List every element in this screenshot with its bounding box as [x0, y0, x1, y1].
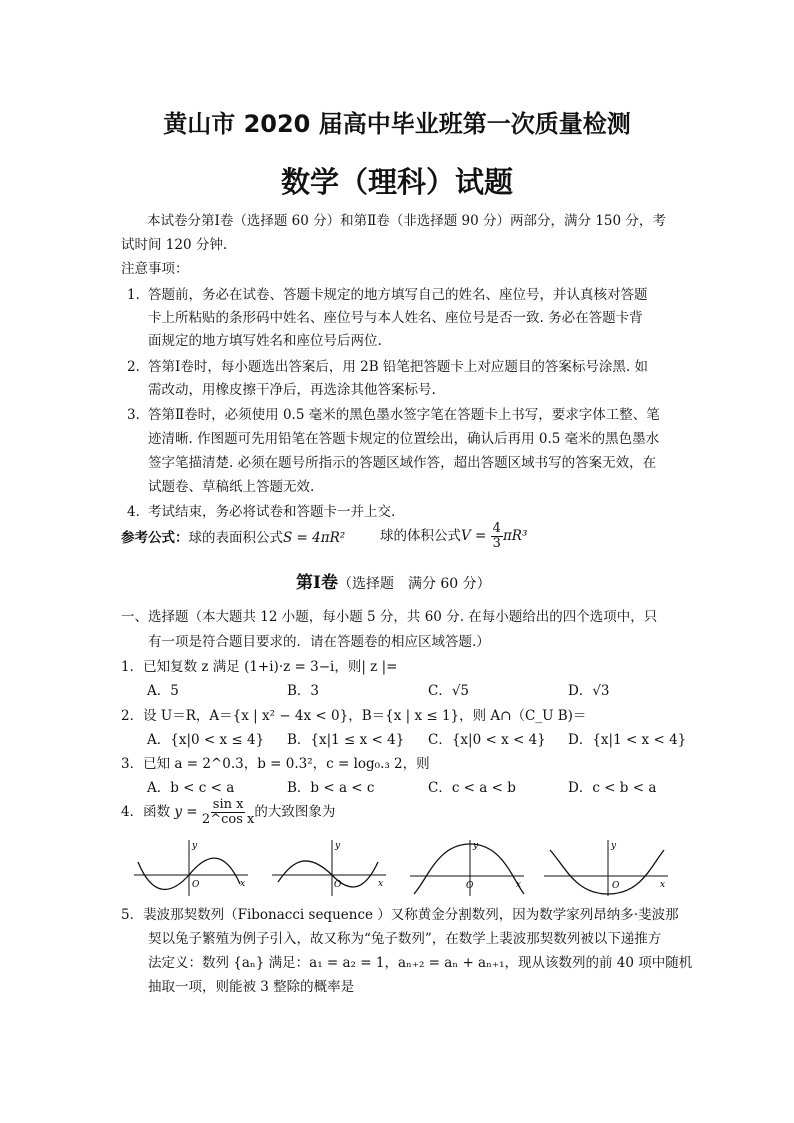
sphere-volume-lhs: V =: [461, 528, 487, 544]
sphere-area-formula: S = 4πR²: [283, 530, 346, 546]
fraction-numerator: 4: [492, 521, 501, 536]
note-3-line-3: 签字笔描清楚. 必须在题号所指示的答题区域作答，超出答题区域书写的答案无效，在: [148, 455, 657, 471]
fraction-denominator: 3: [492, 536, 501, 551]
graph-c-axis-x: x: [516, 880, 522, 890]
formula-row: [121, 527, 345, 549]
question-4-stem: [121, 798, 335, 827]
graph-a-axis-x: x: [240, 879, 246, 889]
graph-b-axis-y: y: [335, 841, 341, 851]
graph-a-origin: O: [192, 880, 200, 890]
exam-title: 黄山市 2020 届高中毕业班第一次质量检测: [163, 110, 631, 138]
graph-option-d: [542, 838, 672, 898]
question-4-prefix: 4．函数: [121, 804, 171, 820]
note-1-line-2: 卡上所粘贴的条形码中姓名、座位号与本人姓名、座位号是否一致. 务必在答题卡背: [148, 310, 643, 326]
question-3-option-d: D．c < b < a: [568, 780, 657, 796]
question-3-stem: 3．已知 a = 2^0.3，b = 0.3²，c = log₀.₃ 2，则: [121, 756, 430, 772]
note-1-number: 1．: [127, 287, 150, 303]
question-2-option-b: B．{x|1 ≤ x < 4}: [287, 732, 405, 748]
note-4-line-1: 考试结束，务必将试卷和答题卡一并上交.: [148, 504, 396, 520]
part-heading-line-2: 有一项是符合题目要求的．请在答题卷的相应区域答题.）: [148, 634, 490, 650]
part-heading-line-1: 一、选择题（本大题共 12 小题，每小题 5 分，共 60 分. 在每小题给出的四个选项中，只: [121, 609, 658, 625]
question-1-option-c: C．√5: [428, 683, 470, 699]
note-1-line-1: 答题前，务必在试卷、答题卡规定的地方填写自己的姓名、座位号，并认真核对答题: [148, 287, 648, 303]
question-1-option-d: D．√3: [568, 683, 610, 699]
graph-b-origin: O: [334, 880, 342, 890]
note-2-line-1: 答第Ⅰ卷时，每小题选出答案后，用 2B 铅笔把答题卡上对应题目的答案标号涂黑. 如: [148, 359, 649, 375]
exam-subtitle: 数学（理科）试题: [280, 165, 513, 199]
sphere-volume-row: [380, 522, 527, 551]
note-2-line-2: 需改动，用橡皮擦干净后，再选涂其他答案标号.: [148, 382, 436, 398]
question-2-option-a: A．{x|0 < x ≤ 4}: [147, 732, 265, 748]
question-3-option-b: B．b < a < c: [287, 780, 375, 796]
graph-d-origin: O: [612, 881, 620, 891]
graph-c-axis-y: y: [473, 841, 479, 851]
question-5-line-4: 抽取一项，则能被 3 整除的概率是: [148, 979, 355, 995]
section-title-main: 第Ⅰ卷: [296, 573, 338, 593]
fraction-numerator: sin x: [212, 797, 244, 812]
question-2-stem: 2．设 U＝R，A＝{x | x² − 4x < 0}，B＝{x | x ≤ 1}，则 A∩（C_U B)＝: [121, 708, 587, 724]
sphere-volume-rhs: πR³: [502, 528, 528, 544]
question-3-option-c: C．c < a < b: [428, 780, 516, 796]
sphere-volume-label: 球的体积公式: [380, 528, 461, 544]
note-3-line-2: 迹清晰. 作图题可先用铅笔在答题卡规定的位置绘出，确认后再用 0.5 毫米的黑色墨水: [148, 431, 660, 447]
question-5-line-1: 5．裴波那契数列（Fibonacci sequence ）又称黄金分割数列，因为数学家列昂纳多·斐波那: [121, 907, 679, 923]
notes-heading: 注意事项：: [121, 261, 189, 277]
graph-d-axis-y: y: [611, 841, 617, 851]
note-4-number: 4．: [127, 504, 150, 520]
question-4-lhs: y =: [174, 804, 198, 820]
question-3-option-a: A．b < c < a: [147, 780, 235, 796]
question-5-line-2: 契以兔子繁殖为例子引入，故又称为“兔子数列”，在数学上裴波那契数列被以下递推方: [148, 931, 662, 947]
section-title: [296, 568, 491, 593]
question-5-line-3: 法定义：数列 {aₙ} 满足：a₁ = a₂ = 1，aₙ₊₂ = aₙ + aₙ₊₁，现从该数列的前 40 项中随机: [148, 955, 693, 971]
note-1-line-3: 面规定的地方填写姓名和座位号后两位.: [148, 333, 382, 349]
question-2-option-d: D．{x|1 < x < 4}: [568, 732, 687, 748]
section-title-note: （选择题 满分 60 分）: [337, 576, 491, 592]
graph-option-b: [270, 838, 390, 898]
graph-c-origin: O: [466, 881, 474, 891]
graph-a-axis-y: y: [192, 841, 198, 851]
intro-line-1: 本试卷分第Ⅰ卷（选择题 60 分）和第Ⅱ卷（非选择题 90 分）两部分，满分 150 分，考: [147, 213, 666, 229]
question-1-stem: 1．已知复数 z 满足 (1+i)·z = 3−i，则| z |=: [121, 659, 398, 675]
fraction-denominator: 2^cos x: [201, 812, 255, 827]
graph-option-a: [132, 838, 252, 898]
note-3-number: 3．: [127, 407, 150, 423]
question-1-option-b: B．3: [287, 683, 320, 699]
question-4-fraction: [202, 798, 254, 827]
note-3-line-1: 答第Ⅱ卷时，必须使用 0.5 毫米的黑色墨水签字笔在答题卡上书写，要求字体工整、笔: [148, 407, 660, 423]
graph-d-axis-x: x: [660, 880, 666, 890]
graph-b-axis-x: x: [378, 879, 384, 889]
question-1-option-a: A．5: [147, 683, 179, 699]
question-2-option-c: C．{x|0 < x < 4}: [428, 732, 546, 748]
note-3-line-4: 试题卷、草稿纸上答题无效.: [148, 479, 315, 495]
question-4-suffix: 的大致图象为: [254, 804, 336, 820]
graph-option-c: [408, 838, 528, 898]
intro-line-2: 试时间 120 分钟.: [121, 237, 228, 253]
note-2-number: 2．: [127, 359, 150, 375]
sphere-volume-fraction: [491, 522, 503, 551]
sphere-area-label: 球的表面积公式: [188, 530, 283, 546]
formula-label: 参考公式：: [121, 530, 189, 546]
